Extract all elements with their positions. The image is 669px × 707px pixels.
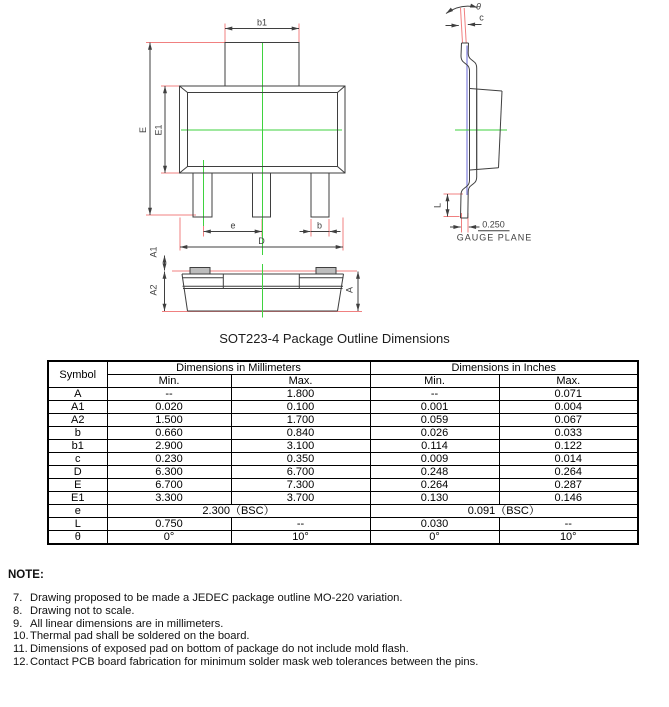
side-view bbox=[149, 246, 363, 317]
dim-label-b1: b1 bbox=[256, 17, 268, 28]
note-text: Drawing proposed to be made a JEDEC package outline MO-220 variation. bbox=[30, 592, 403, 604]
note-text: Dimensions of exposed pad on bottom of package do not include mold flash. bbox=[30, 643, 409, 656]
table-row: b1 2.900 3.100 0.114 0.122 bbox=[48, 440, 638, 453]
note-text: Drawing not to scale. bbox=[30, 604, 135, 617]
table-row: A2 1.500 1.700 0.059 0.067 bbox=[48, 414, 638, 427]
dim-label-L: L bbox=[432, 202, 443, 209]
table-header-row-groups bbox=[48, 361, 638, 375]
dim-label-A2: A2 bbox=[148, 284, 159, 296]
table-row-e-merged: e 2.300（BSC） 0.091（BSC） bbox=[48, 505, 638, 518]
notes-section bbox=[8, 569, 663, 669]
note-item bbox=[8, 630, 663, 643]
front-view-dimension-lines bbox=[150, 29, 343, 248]
table-row: D 6.300 6.700 0.248 0.264 bbox=[48, 466, 638, 479]
note-number: 8. bbox=[13, 604, 23, 617]
dim-label-D: D bbox=[258, 236, 265, 246]
notes-list bbox=[8, 592, 663, 669]
dim-label-A1: A1 bbox=[148, 246, 159, 258]
note-text: All linear dimensions are in millimeters. bbox=[30, 617, 224, 630]
table-row: E 6.700 7.300 0.264 0.287 bbox=[48, 479, 638, 492]
col-header-mm-max: Max. bbox=[231, 375, 370, 388]
table-row: A -- 1.800 -- 0.071 bbox=[48, 388, 638, 401]
table-row: θ 0° 10° 0° 10° bbox=[48, 531, 638, 545]
profile-view bbox=[433, 2, 533, 243]
profile-view-dimension-lines bbox=[446, 6, 510, 231]
page-title: SOT223-4 Package Outline Dimensions bbox=[219, 331, 450, 346]
table-header-row-minmax bbox=[48, 375, 638, 388]
col-header-inch-group: Dimensions in Inches bbox=[370, 361, 638, 375]
dim-label-e: e bbox=[230, 220, 236, 231]
note-item bbox=[8, 592, 663, 605]
col-header-mm-group: Dimensions in Millimeters bbox=[107, 361, 370, 375]
note-number: 9. bbox=[13, 617, 23, 630]
table-row: L 0.750 -- 0.030 -- bbox=[48, 518, 638, 531]
col-header-symbol: Symbol bbox=[48, 361, 107, 388]
side-view-dimension-lines bbox=[165, 256, 359, 312]
dimensions-table bbox=[47, 360, 639, 545]
dim-label-c: c bbox=[479, 12, 484, 23]
front-view-extension-lines bbox=[146, 24, 343, 251]
note-item bbox=[8, 605, 663, 618]
note-item bbox=[8, 618, 663, 631]
note-number: 10. bbox=[13, 630, 29, 643]
col-header-in-max: Max. bbox=[499, 375, 638, 388]
dim-label-E1: E1 bbox=[153, 124, 164, 136]
dim-label-A: A bbox=[344, 286, 355, 294]
table-row: b 0.660 0.840 0.026 0.033 bbox=[48, 427, 638, 440]
table-row: E1 3.300 3.700 0.130 0.146 bbox=[48, 492, 638, 505]
dim-label-E: E bbox=[138, 126, 148, 134]
front-view bbox=[138, 18, 345, 256]
note-number: 12. bbox=[13, 655, 29, 668]
col-header-in-min: Min. bbox=[370, 375, 499, 388]
note-item bbox=[8, 656, 663, 669]
dim-label-b: b bbox=[316, 220, 323, 231]
gauge-plane-label: GAUGE PLANE bbox=[456, 232, 533, 243]
gauge-offset-label: 0.250 bbox=[482, 219, 505, 230]
note-text: Contact PCB board fabrication for minimum solder mask web tolerances between the pins. bbox=[30, 655, 479, 668]
note-number: 7. bbox=[13, 592, 23, 604]
note-number: 11. bbox=[13, 643, 28, 656]
package-outline-drawing bbox=[0, 0, 669, 330]
table-row: A1 0.020 0.100 0.001 0.004 bbox=[48, 401, 638, 414]
dimensions-table-wrap bbox=[47, 360, 639, 545]
note-text: Thermal pad shall be soldered on the board. bbox=[30, 630, 250, 643]
dim-label-theta: θ bbox=[476, 1, 481, 12]
col-header-mm-min: Min. bbox=[107, 375, 231, 388]
table-row: c 0.230 0.350 0.009 0.014 bbox=[48, 453, 638, 466]
note-item bbox=[8, 643, 663, 656]
notes-heading: NOTE: bbox=[8, 569, 44, 581]
profile-view-body bbox=[470, 89, 502, 171]
